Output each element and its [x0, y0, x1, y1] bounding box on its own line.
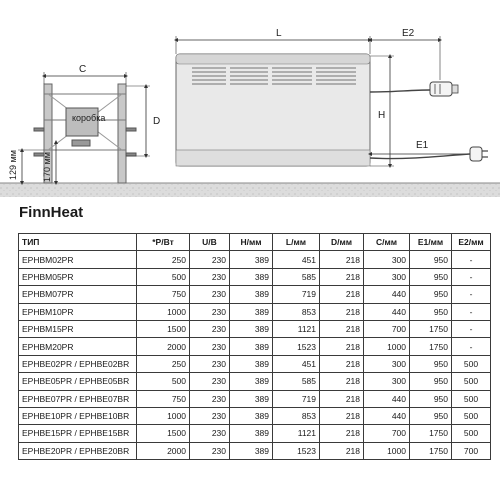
- cell-e1: 950: [410, 373, 452, 390]
- cell-depth: 218: [320, 407, 364, 424]
- table-row: [19, 320, 491, 337]
- cell-c: 300: [364, 355, 410, 372]
- cell-voltage: 230: [190, 425, 230, 442]
- cell-length: 1121: [273, 320, 320, 337]
- cell-depth: 218: [320, 251, 364, 268]
- table-row: [19, 286, 491, 303]
- brand-title: FinnHeat: [19, 204, 84, 221]
- dim-label-c: C: [79, 64, 87, 75]
- cell-e1: 950: [410, 303, 452, 320]
- junction-box-terminal: [72, 140, 90, 146]
- cell-length: 1121: [273, 425, 320, 442]
- cell-voltage: 230: [190, 390, 230, 407]
- cell-power: 750: [137, 286, 190, 303]
- cell-power: 1500: [137, 320, 190, 337]
- cell-power: 1500: [137, 425, 190, 442]
- cell-type: EPHBM20PR: [19, 338, 137, 355]
- cell-type: EPHBE02PR / EPHBE02BR: [19, 355, 137, 372]
- cell-voltage: 230: [190, 373, 230, 390]
- cell-depth: 218: [320, 268, 364, 285]
- table-row: [19, 251, 491, 268]
- dim-label-h: H: [378, 110, 386, 121]
- cell-height: 389: [230, 268, 273, 285]
- spec-table: [18, 233, 491, 460]
- cell-c: 440: [364, 407, 410, 424]
- cell-c: 440: [364, 286, 410, 303]
- cell-c: 440: [364, 390, 410, 407]
- cell-type: EPHBM05PR: [19, 268, 137, 285]
- dim-label-e2: E2: [402, 28, 415, 39]
- table-row: [19, 407, 491, 424]
- dim-label-170: 170 мм: [42, 152, 52, 182]
- cell-e2: 500: [452, 407, 491, 424]
- cell-c: 440: [364, 303, 410, 320]
- cell-depth: 218: [320, 442, 364, 459]
- cell-power: 250: [137, 251, 190, 268]
- cell-c: 1000: [364, 442, 410, 459]
- cell-length: 719: [273, 390, 320, 407]
- floor-plug-icon: [470, 147, 488, 161]
- cell-type: EPHBM10PR: [19, 303, 137, 320]
- cell-height: 389: [230, 407, 273, 424]
- cell-type: EPHBE05PR / EPHBE05BR: [19, 373, 137, 390]
- cell-depth: 218: [320, 355, 364, 372]
- col-header-e2: E2/мм: [452, 234, 491, 251]
- cell-voltage: 230: [190, 286, 230, 303]
- cell-depth: 218: [320, 286, 364, 303]
- cell-c: 700: [364, 425, 410, 442]
- col-header-power: *P/Вт: [137, 234, 190, 251]
- cell-e1: 1750: [410, 425, 452, 442]
- table-row: [19, 442, 491, 459]
- cell-e1: 950: [410, 355, 452, 372]
- cell-e2: 500: [452, 425, 491, 442]
- cell-power: 750: [137, 390, 190, 407]
- cell-type: EPHBM07PR: [19, 286, 137, 303]
- col-header-type: ТИП: [19, 234, 137, 251]
- table-row: [19, 338, 491, 355]
- cell-e2: 500: [452, 355, 491, 372]
- cell-e2: -: [452, 268, 491, 285]
- cell-height: 389: [230, 251, 273, 268]
- cell-depth: 218: [320, 338, 364, 355]
- cell-e2: -: [452, 320, 491, 337]
- cell-voltage: 230: [190, 355, 230, 372]
- cell-height: 389: [230, 320, 273, 337]
- cable-top: [370, 90, 430, 92]
- cell-power: 500: [137, 373, 190, 390]
- cell-type: EPHBE07PR / EPHBE07BR: [19, 390, 137, 407]
- cell-e1: 950: [410, 286, 452, 303]
- cell-type: EPHBE10PR / EPHBE10BR: [19, 407, 137, 424]
- cell-e1: 950: [410, 390, 452, 407]
- cell-voltage: 230: [190, 268, 230, 285]
- table-header-row: [19, 234, 491, 251]
- cell-length: 1523: [273, 442, 320, 459]
- cell-power: 2000: [137, 442, 190, 459]
- cell-voltage: 230: [190, 338, 230, 355]
- cell-type: EPHBE20PR / EPHBE20BR: [19, 442, 137, 459]
- col-header-e1: E1/мм: [410, 234, 452, 251]
- cell-c: 700: [364, 320, 410, 337]
- cell-e2: 700: [452, 442, 491, 459]
- cell-height: 389: [230, 390, 273, 407]
- cell-depth: 218: [320, 373, 364, 390]
- cell-e2: 500: [452, 373, 491, 390]
- cell-power: 500: [137, 268, 190, 285]
- cell-height: 389: [230, 425, 273, 442]
- table-row: [19, 355, 491, 372]
- cable-bottom: [370, 154, 470, 159]
- wall-plug-icon: [430, 82, 458, 96]
- cell-length: 853: [273, 407, 320, 424]
- cell-voltage: 230: [190, 303, 230, 320]
- floor: [0, 183, 500, 197]
- col-header-c: C/мм: [364, 234, 410, 251]
- cell-height: 389: [230, 286, 273, 303]
- cell-c: 300: [364, 373, 410, 390]
- dim-label-d: D: [153, 116, 161, 127]
- spec-table-body: [19, 251, 491, 460]
- cell-height: 389: [230, 442, 273, 459]
- cell-e2: -: [452, 338, 491, 355]
- cell-e1: 1750: [410, 442, 452, 459]
- table-row: [19, 303, 491, 320]
- cell-length: 1523: [273, 338, 320, 355]
- cell-depth: 218: [320, 303, 364, 320]
- cell-e2: -: [452, 286, 491, 303]
- table-row: [19, 268, 491, 285]
- table-row: [19, 373, 491, 390]
- cell-power: 1000: [137, 407, 190, 424]
- cell-depth: 218: [320, 390, 364, 407]
- cell-c: 1000: [364, 338, 410, 355]
- junction-box-label: коробка: [72, 113, 106, 123]
- table-row: [19, 425, 491, 442]
- cell-type: EPHBE15PR / EPHBE15BR: [19, 425, 137, 442]
- dim-label-129: 129 мм: [8, 150, 18, 180]
- col-header-length: L/мм: [273, 234, 320, 251]
- cell-e2: 500: [452, 390, 491, 407]
- cell-voltage: 230: [190, 442, 230, 459]
- cell-c: 300: [364, 268, 410, 285]
- dim-label-e1: E1: [416, 140, 429, 151]
- cell-e2: -: [452, 303, 491, 320]
- cell-e1: 950: [410, 407, 452, 424]
- cell-c: 300: [364, 251, 410, 268]
- col-header-depth: D/мм: [320, 234, 364, 251]
- cell-length: 719: [273, 286, 320, 303]
- heater-front-view: [176, 54, 370, 166]
- cell-e1: 950: [410, 251, 452, 268]
- cell-height: 389: [230, 373, 273, 390]
- cell-e1: 950: [410, 268, 452, 285]
- col-header-height: H/мм: [230, 234, 273, 251]
- cell-height: 389: [230, 303, 273, 320]
- cell-power: 2000: [137, 338, 190, 355]
- cell-length: 853: [273, 303, 320, 320]
- cell-power: 1000: [137, 303, 190, 320]
- cell-length: 451: [273, 355, 320, 372]
- cell-type: EPHBM15PR: [19, 320, 137, 337]
- heater-dimension-diagram: [0, 0, 500, 200]
- cell-power: 250: [137, 355, 190, 372]
- cell-depth: 218: [320, 425, 364, 442]
- cell-voltage: 230: [190, 407, 230, 424]
- cell-depth: 218: [320, 320, 364, 337]
- cell-height: 389: [230, 338, 273, 355]
- cell-voltage: 230: [190, 320, 230, 337]
- cell-e1: 1750: [410, 320, 452, 337]
- cell-voltage: 230: [190, 251, 230, 268]
- dim-label-l: L: [276, 28, 282, 39]
- col-header-voltage: U/B: [190, 234, 230, 251]
- cell-e1: 1750: [410, 338, 452, 355]
- cell-length: 451: [273, 251, 320, 268]
- cell-e2: -: [452, 251, 491, 268]
- cell-length: 585: [273, 268, 320, 285]
- cell-height: 389: [230, 355, 273, 372]
- table-row: [19, 390, 491, 407]
- cell-type: EPHBM02PR: [19, 251, 137, 268]
- cell-length: 585: [273, 373, 320, 390]
